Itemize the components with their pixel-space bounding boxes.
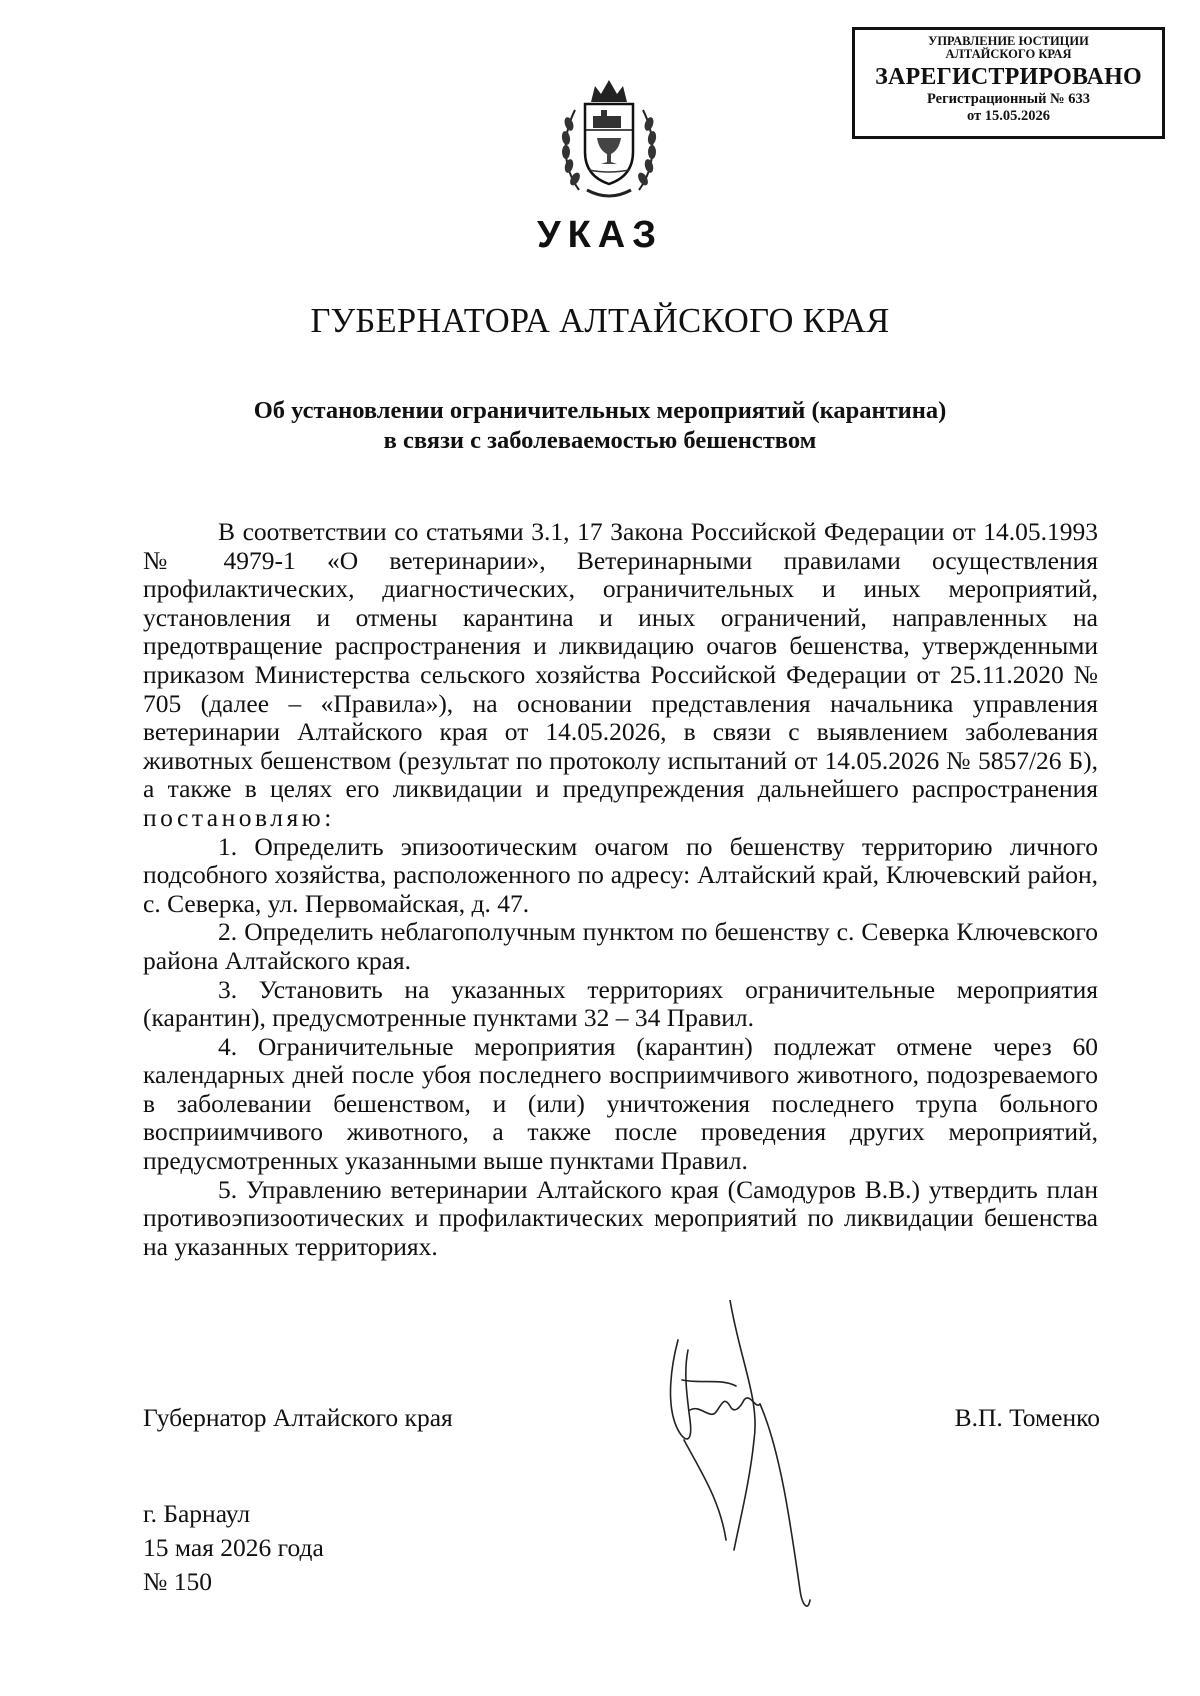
issue-details: [143, 1497, 324, 1599]
decree-word: постановляю:: [143, 802, 335, 832]
decree-item-1: 1. Определить эпизоотическим очагом по бешенству территорию личного подсобного хозяйства, расположенного по адресу: Алтайский край, Ключевский район, с. Северка, ул. Первомайская, д. 47.: [143, 831, 1098, 918]
coat-of-arms-icon: [557, 72, 661, 204]
issue-city: г. Барнаул: [143, 1499, 251, 1528]
signatory-name: В.П. Томенко: [954, 1403, 1100, 1432]
registration-stamp: [852, 27, 1165, 139]
document-title-line1: Об установлении ограничительных мероприятий (карантина): [253, 397, 947, 424]
signatory-position: Губернатор Алтайского края: [143, 1403, 453, 1432]
stamp-registration-number: Регистрационный № 633: [926, 91, 1090, 107]
document-type-heading: УКАЗ: [536, 214, 664, 256]
issuer-heading: ГУБЕРНАТОРА АЛТАЙСКОГО КРАЯ: [310, 302, 890, 340]
decree-item-3: 3. Установить на указанных территориях ограничительные мероприятия (карантин), предусмотренные пунктами 32 – 34 Правил.: [143, 974, 1098, 1033]
stamp-status: ЗАРЕГИСТРИРОВАНО: [875, 64, 1142, 90]
decree-item-4: 4. Ограничительные мероприятия (карантин) подлежат отмене через 60 календарных дней после убоя последнего восприимчивого животного, подозреваемого в заболевании бешенством, и (или) уничтожения последнего трупа больного восприимчивого животного, а также после проведения других мероприятий, предусмотренных указанными выше пунктами Правил.: [143, 1031, 1098, 1176]
preamble-text: В соответствии со статьями 3.1, 17 Закона Российской Федерации от 14.05.1993 № 4979-1 «О ветеринарии», Ветеринарными правилами осуществления профилактических, диагностических, ограничительных и иных мероприятий, установления и отмены карантина и иных ограничений, направленных на предотвращение распространения и ликвидацию очагов бешенства, утвержденными приказом Министерства сельского хозяйства Российской Федерации от 25.11.2020 № 705 (далее – «Правила»), на основании представления начальника управления ветеринарии Алтайского края от 14.05.2026, в связи с выявлением заболевания животных бешенством (результат по протоколу испытаний от 14.05.2026 № 5857/26 Б), а также в целях его ликвидации и предупреждения дальнейшего распространения: [143, 517, 1098, 804]
decree-item-5: 5. Управлению ветеринарии Алтайского края (Самодуров В.В.) утвердить план противоэпизоотических и профилактических мероприятий по ликвидации бешенства на указанных территориях.: [143, 1174, 1098, 1261]
document-body: [143, 518, 1098, 1261]
decree-number: № 150: [143, 1567, 212, 1596]
handwritten-signature: [660, 1300, 900, 1620]
stamp-authority-line1: УПРАВЛЕНИЕ ЮСТИЦИИ: [928, 34, 1089, 48]
preamble-paragraph: [143, 518, 1098, 833]
issue-date: 15 мая 2026 года: [143, 1533, 324, 1562]
document-title-line2: в связи с заболеваемостью бешенством: [383, 427, 817, 454]
stamp-authority-line2: АЛТАЙСКОГО КРАЯ: [945, 47, 1072, 61]
stamp-registration-date: от 15.05.2026: [966, 108, 1051, 124]
decree-item-2: 2. Определить неблагополучным пунктом по бешенству с. Северка Ключевского района Алтайского края.: [143, 917, 1098, 975]
document-title: [0, 396, 1200, 456]
